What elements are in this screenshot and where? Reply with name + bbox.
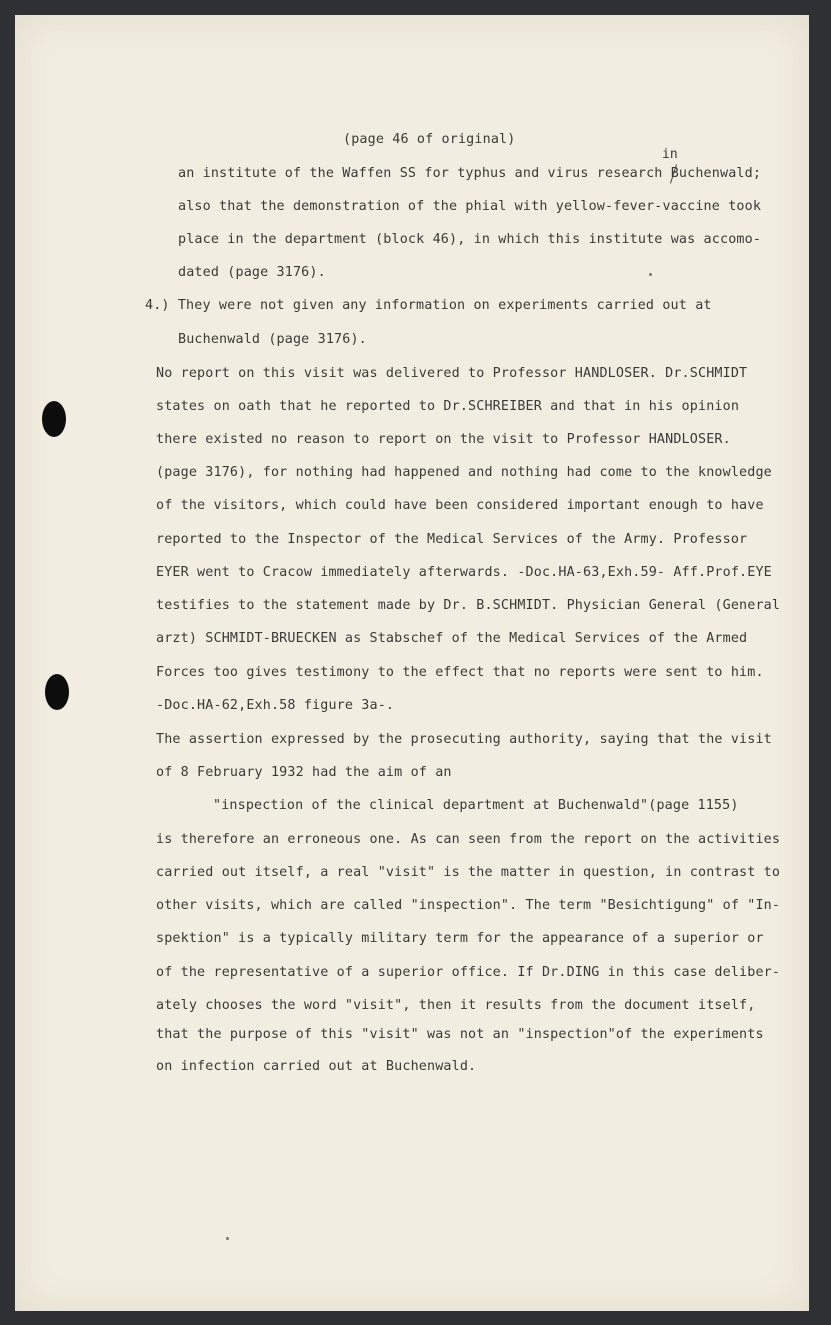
text-line: that the purpose of this "visit" was not an "inspection"of the experiments — [156, 1027, 764, 1042]
text-line: Buchenwald (page 3176). — [178, 332, 367, 347]
text-line: Forces too gives testimony to the effect that no reports were sent to him. — [156, 665, 764, 680]
text-line: there existed no reason to report on the visit to Professor HANDLOSER. — [156, 432, 731, 447]
text-line: testifies to the statement made by Dr. B.SCHMIDT. Physician General (General — [156, 598, 781, 613]
text-line: other visits, which are called "inspection". The term "Besichtigung" of "In- — [156, 898, 781, 913]
text-line: also that the demonstration of the phial with yellow-fever-vaccine took — [178, 199, 762, 214]
text-line: No report on this visit was delivered to Professor HANDLOSER. Dr.SCHMIDT — [156, 366, 748, 381]
text-line: is therefore an erroneous one. As can seen from the report on the activities — [156, 832, 781, 847]
text-line: of the representative of a superior office. If Dr.DING in this case deliber- — [156, 965, 781, 980]
page-header: (page 46 of original) — [343, 132, 516, 147]
paper-speck — [649, 273, 652, 276]
text-line: of 8 February 1932 had the aim of an — [156, 765, 452, 780]
text-line: states on oath that he reported to Dr.SCHREIBER and that in his opinion — [156, 399, 740, 414]
text-line: spektion" is a typically military term for the appearance of a superior or — [156, 931, 764, 946]
text-line: ately chooses the word "visit", then it results from the document itself, — [156, 998, 756, 1013]
punch-hole — [42, 401, 66, 437]
text-line: 4.) They were not given any information on experiments carried out at — [145, 298, 712, 313]
quoted-text-line: "inspection of the clinical department at Buchenwald"(page 1155) — [213, 798, 739, 813]
text-line: -Doc.HA-62,Exh.58 figure 3a-. — [156, 698, 395, 713]
text-line: arzt) SCHMIDT-BRUECKEN as Stabschef of the Medical Services of the Armed — [156, 631, 748, 646]
handwritten-insertion: in — [662, 147, 678, 162]
text-line: dated (page 3176). — [178, 265, 326, 280]
text-line: reported to the Inspector of the Medical Services of the Army. Professor — [156, 532, 748, 547]
punch-hole — [45, 674, 69, 710]
text-line: The assertion expressed by the prosecuting authority, saying that the visit — [156, 732, 772, 747]
text-line: place in the department (block 46), in which this institute was accomo- — [178, 232, 762, 247]
text-line: EYER went to Cracow immediately afterwards. -Doc.HA-63,Exh.59- Aff.Prof.EYE — [156, 565, 772, 580]
paper-speck — [226, 1237, 229, 1240]
text-line: (page 3176), for nothing had happened and nothing had come to the knowledge — [156, 465, 772, 480]
text-line: on infection carried out at Buchenwald. — [156, 1059, 477, 1074]
text-line: carried out itself, a real "visit" is the matter in question, in contrast to — [156, 865, 781, 880]
text-line: of the visitors, which could have been considered important enough to have — [156, 498, 764, 513]
text-line: an institute of the Waffen SS for typhus and virus research Buchenwald; — [178, 166, 762, 181]
